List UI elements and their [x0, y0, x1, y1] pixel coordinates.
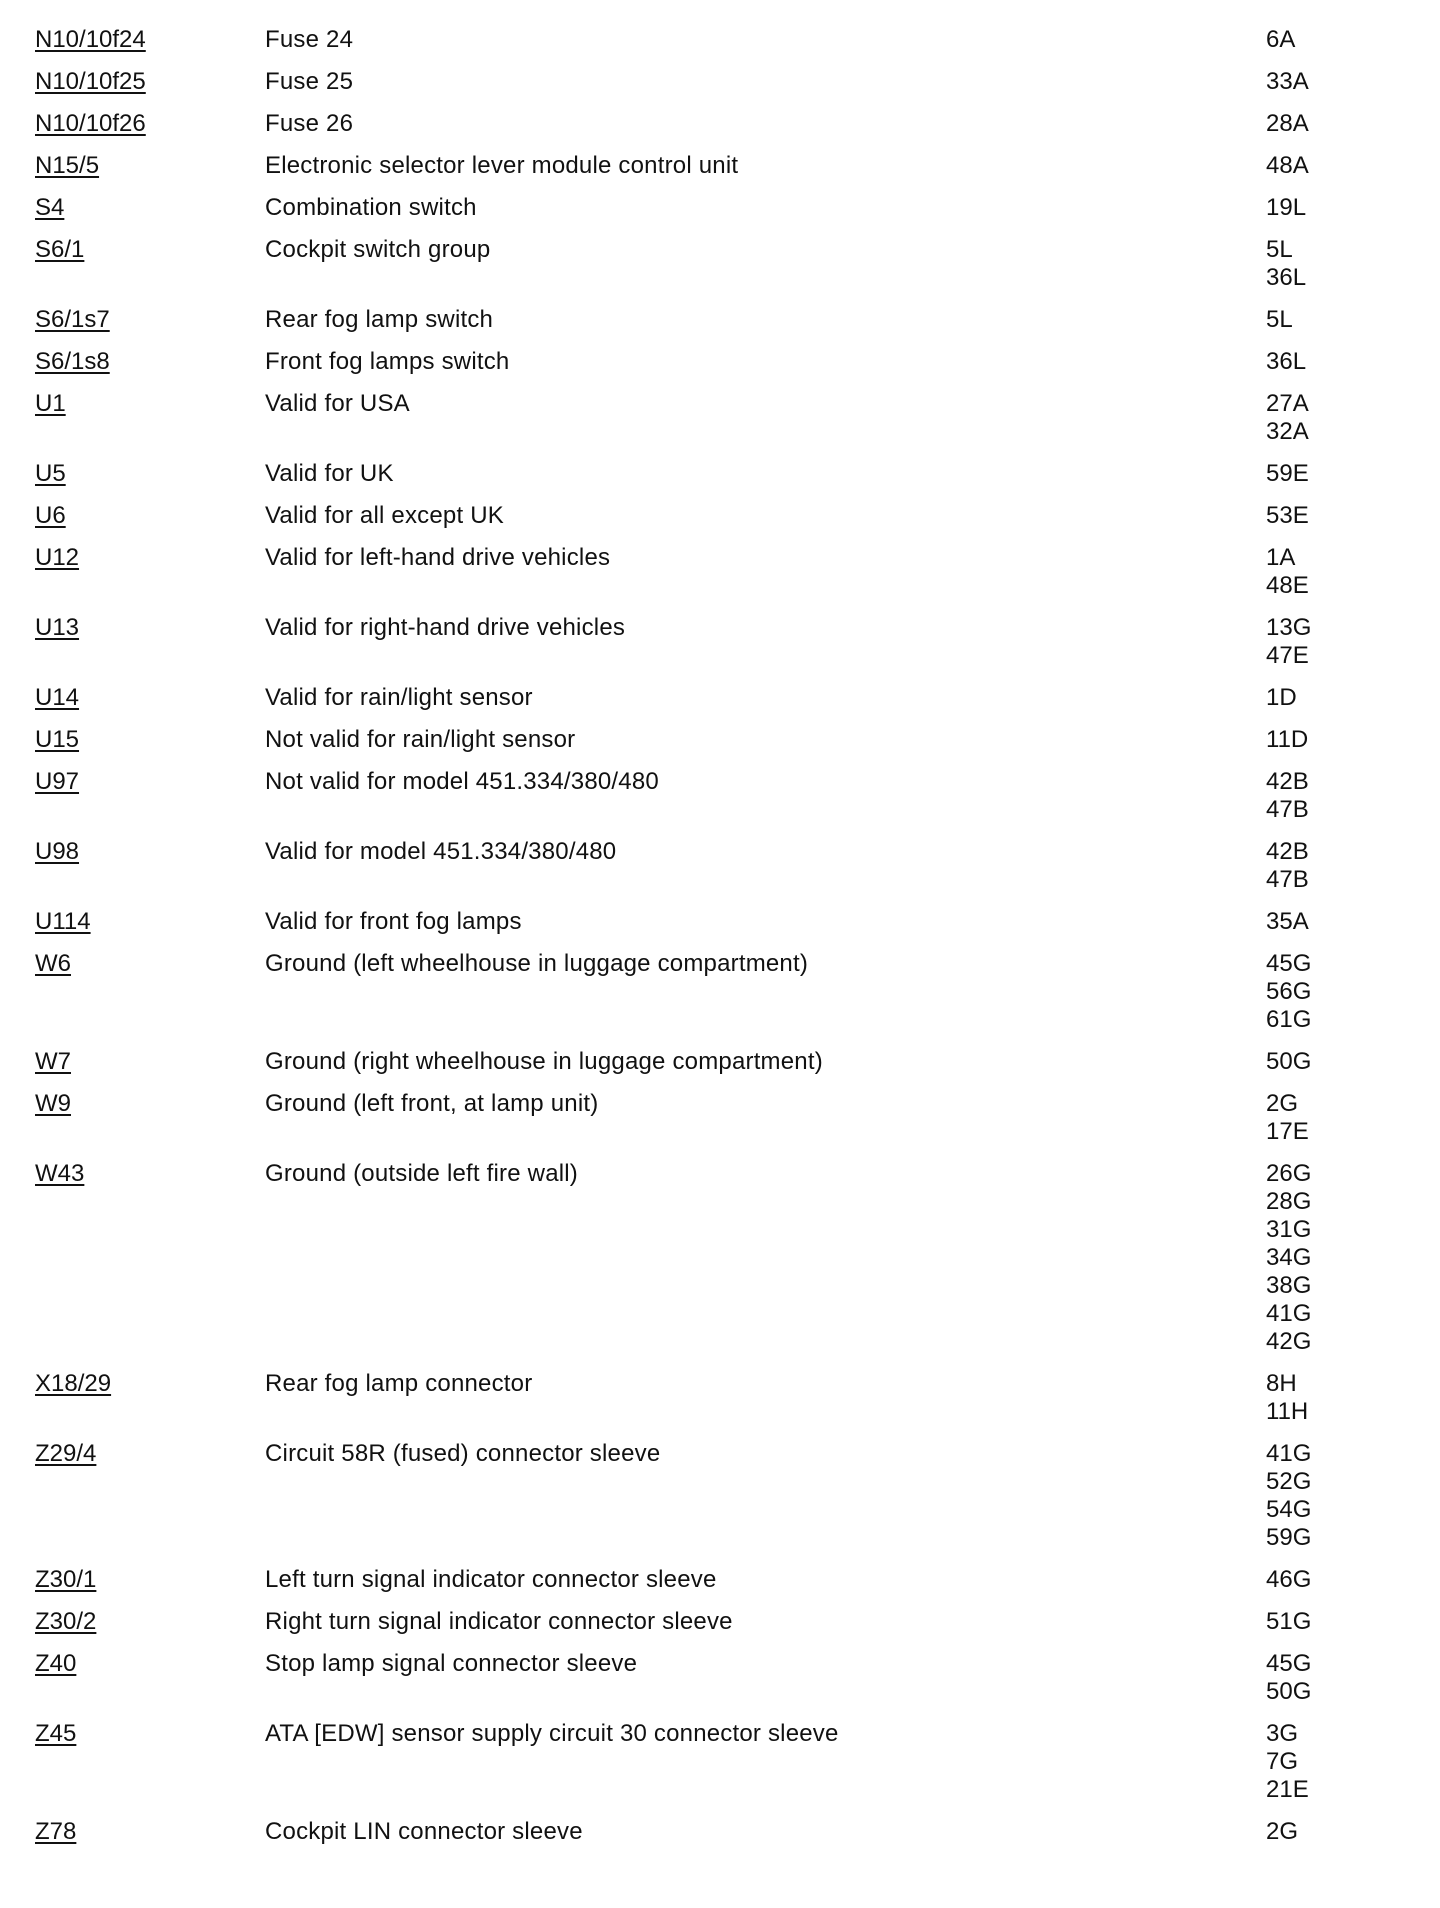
legend-entry — [0, 1650, 1440, 1706]
grid-coordinates — [1266, 26, 1376, 54]
component-code-link[interactable]: X18/29 — [35, 1370, 112, 1397]
grid-coordinate: 53E — [1266, 502, 1309, 529]
legend-entry — [0, 348, 1440, 376]
grid-coordinate: 2G — [1266, 1818, 1299, 1845]
component-description: Circuit 58R (fused) connector sleeve — [265, 1440, 661, 1467]
component-description: Valid for left-hand drive vehicles — [265, 544, 611, 571]
component-description: Valid for USA — [265, 390, 410, 417]
grid-coordinates — [1266, 726, 1376, 754]
grid-coordinate: 47B — [1266, 796, 1309, 823]
grid-coordinate: 56G — [1266, 978, 1312, 1005]
legend-entry — [0, 684, 1440, 712]
grid-coordinate: 35A — [1266, 908, 1309, 935]
legend-entry — [0, 236, 1440, 292]
component-description: Ground (left wheelhouse in luggage compartment) — [265, 950, 809, 977]
grid-coordinate: 3G — [1266, 1720, 1299, 1747]
grid-coordinates — [1266, 684, 1376, 712]
grid-coordinates — [1266, 306, 1376, 334]
component-code-link[interactable]: Z29/4 — [35, 1440, 97, 1467]
component-code-link[interactable]: U114 — [35, 908, 91, 935]
component-description: Valid for rain/light sensor — [265, 684, 533, 711]
grid-coordinate: 59E — [1266, 460, 1309, 487]
component-description: Fuse 24 — [265, 26, 354, 53]
component-code-link[interactable]: U12 — [35, 544, 80, 571]
legend-entry — [0, 502, 1440, 530]
component-description: Ground (outside left fire wall) — [265, 1160, 578, 1187]
component-description: Rear fog lamp switch — [265, 306, 494, 333]
legend-entry — [0, 1440, 1440, 1552]
grid-coordinate: 34G — [1266, 1244, 1312, 1271]
grid-coordinates — [1266, 908, 1376, 936]
grid-coordinate: 7G — [1266, 1748, 1299, 1775]
grid-coordinates — [1266, 1090, 1376, 1146]
component-code-link[interactable]: Z45 — [35, 1720, 77, 1747]
component-code-link[interactable]: S6/1s7 — [35, 306, 110, 333]
grid-coordinate: 45G — [1266, 950, 1312, 977]
grid-coordinate: 52G — [1266, 1468, 1312, 1495]
component-code-link[interactable]: W43 — [35, 1160, 85, 1187]
component-code-link[interactable]: Z78 — [35, 1818, 77, 1845]
component-code-link[interactable]: U97 — [35, 768, 80, 795]
grid-coordinates — [1266, 1566, 1376, 1594]
component-code-link[interactable]: S4 — [35, 194, 65, 221]
legend-entry — [0, 726, 1440, 754]
component-code-link[interactable]: N10/10f24 — [35, 26, 146, 53]
grid-coordinates — [1266, 348, 1376, 376]
grid-coordinate: 33A — [1266, 68, 1309, 95]
legend-entry — [0, 908, 1440, 936]
grid-coordinate: 11H — [1266, 1398, 1309, 1425]
grid-coordinate: 31G — [1266, 1216, 1312, 1243]
component-description: Not valid for rain/light sensor — [265, 726, 576, 753]
grid-coordinates — [1266, 68, 1376, 96]
component-description: Front fog lamps switch — [265, 348, 510, 375]
grid-coordinates — [1266, 460, 1376, 488]
grid-coordinate: 5L — [1266, 306, 1293, 333]
component-code-link[interactable]: W9 — [35, 1090, 71, 1117]
grid-coordinates — [1266, 950, 1376, 1034]
grid-coordinate: 38G — [1266, 1272, 1312, 1299]
grid-coordinates — [1266, 544, 1376, 600]
legend-entry — [0, 1720, 1440, 1804]
legend-entry — [0, 1370, 1440, 1426]
grid-coordinate: 46G — [1266, 1566, 1312, 1593]
legend-entry — [0, 1818, 1440, 1846]
legend-entry — [0, 110, 1440, 138]
component-code-link[interactable]: U15 — [35, 726, 80, 753]
component-description: Stop lamp signal connector sleeve — [265, 1650, 638, 1677]
legend-entry — [0, 1048, 1440, 1076]
grid-coordinate: 36L — [1266, 348, 1307, 375]
grid-coordinate: 50G — [1266, 1678, 1312, 1705]
component-description: Rear fog lamp connector — [265, 1370, 533, 1397]
component-description: Valid for right-hand drive vehicles — [265, 614, 626, 641]
component-code-link[interactable]: U14 — [35, 684, 80, 711]
grid-coordinate: 1D — [1266, 684, 1297, 711]
grid-coordinates — [1266, 390, 1376, 446]
legend-entry — [0, 26, 1440, 54]
grid-coordinates — [1266, 1650, 1376, 1706]
component-code-link[interactable]: U98 — [35, 838, 80, 865]
component-description: Right turn signal indicator connector sleeve — [265, 1608, 733, 1635]
grid-coordinate: 28A — [1266, 110, 1309, 137]
component-description: Ground (left front, at lamp unit) — [265, 1090, 599, 1117]
grid-coordinate: 48E — [1266, 572, 1309, 599]
component-code-link[interactable]: Z40 — [35, 1650, 77, 1677]
grid-coordinate: 2G — [1266, 1090, 1299, 1117]
grid-coordinates — [1266, 152, 1376, 180]
component-description: Valid for UK — [265, 460, 394, 487]
component-description: Electronic selector lever module control unit — [265, 152, 739, 179]
component-code-link[interactable]: N10/10f25 — [35, 68, 146, 95]
grid-coordinate: 61G — [1266, 1006, 1312, 1033]
component-description: Valid for all except UK — [265, 502, 504, 529]
grid-coordinates — [1266, 838, 1376, 894]
grid-coordinate: 1A — [1266, 544, 1296, 571]
grid-coordinate: 26G — [1266, 1160, 1312, 1187]
grid-coordinates — [1266, 1720, 1376, 1804]
component-description: Valid for model 451.334/380/480 — [265, 838, 617, 865]
grid-coordinate: 42B — [1266, 838, 1309, 865]
grid-coordinate: 11D — [1266, 726, 1309, 753]
component-code-link[interactable]: U13 — [35, 614, 80, 641]
grid-coordinates — [1266, 1370, 1376, 1426]
legend-entry — [0, 544, 1440, 600]
grid-coordinate: 50G — [1266, 1048, 1312, 1075]
grid-coordinate: 47E — [1266, 642, 1309, 669]
grid-coordinate: 5L — [1266, 236, 1293, 263]
component-description: Ground (right wheelhouse in luggage compartment) — [265, 1048, 823, 1075]
component-code-link[interactable]: Z30/2 — [35, 1608, 97, 1635]
grid-coordinates — [1266, 110, 1376, 138]
grid-coordinate: 8H — [1266, 1370, 1297, 1397]
component-code-link[interactable]: W7 — [35, 1048, 71, 1075]
component-code-link[interactable]: N15/5 — [35, 152, 100, 179]
grid-coordinate: 42B — [1266, 768, 1309, 795]
component-code-link[interactable]: S6/1 — [35, 236, 85, 263]
legend-entry — [0, 68, 1440, 96]
grid-coordinate: 48A — [1266, 152, 1309, 179]
component-description: Valid for front fog lamps — [265, 908, 522, 935]
component-description: Not valid for model 451.334/380/480 — [265, 768, 659, 795]
grid-coordinates — [1266, 1818, 1376, 1846]
legend-entry — [0, 1608, 1440, 1636]
grid-coordinate: 41G — [1266, 1440, 1312, 1467]
legend-entry — [0, 306, 1440, 334]
legend-entry — [0, 1566, 1440, 1594]
grid-coordinates — [1266, 502, 1376, 530]
grid-coordinates — [1266, 1440, 1376, 1552]
component-description: Combination switch — [265, 194, 477, 221]
grid-coordinate: 42G — [1266, 1328, 1312, 1355]
legend-entry — [0, 838, 1440, 894]
grid-coordinate: 13G — [1266, 614, 1312, 641]
legend-entry — [0, 1160, 1440, 1356]
grid-coordinates — [1266, 236, 1376, 292]
legend-entry — [0, 1090, 1440, 1146]
legend-entry — [0, 460, 1440, 488]
grid-coordinates — [1266, 194, 1376, 222]
grid-coordinate: 47B — [1266, 866, 1309, 893]
grid-coordinates — [1266, 614, 1376, 670]
grid-coordinate: 36L — [1266, 264, 1307, 291]
component-description: Fuse 26 — [265, 110, 354, 137]
grid-coordinates — [1266, 1160, 1376, 1356]
component-description: Left turn signal indicator connector sleeve — [265, 1566, 717, 1593]
grid-coordinate: 32A — [1266, 418, 1309, 445]
grid-coordinates — [1266, 768, 1376, 824]
grid-coordinate: 28G — [1266, 1188, 1312, 1215]
grid-coordinates — [1266, 1048, 1376, 1076]
grid-coordinate: 59G — [1266, 1524, 1312, 1551]
grid-coordinate: 54G — [1266, 1496, 1312, 1523]
legend-entry — [0, 152, 1440, 180]
legend-entry — [0, 768, 1440, 824]
component-description: Fuse 25 — [265, 68, 354, 95]
legend-entry — [0, 614, 1440, 670]
grid-coordinate: 41G — [1266, 1300, 1312, 1327]
grid-coordinate: 6A — [1266, 26, 1296, 53]
grid-coordinate: 27A — [1266, 390, 1309, 417]
grid-coordinate: 51G — [1266, 1608, 1312, 1635]
legend-entry — [0, 950, 1440, 1034]
grid-coordinate: 17E — [1266, 1118, 1309, 1145]
component-code-link[interactable]: U5 — [35, 460, 66, 487]
grid-coordinate: 19L — [1266, 194, 1307, 221]
grid-coordinates — [1266, 1608, 1376, 1636]
grid-coordinate: 21E — [1266, 1776, 1309, 1803]
component-code-link[interactable]: N10/10f26 — [35, 110, 146, 137]
grid-coordinate: 45G — [1266, 1650, 1312, 1677]
component-code-link[interactable]: S6/1s8 — [35, 348, 110, 375]
component-description: Cockpit LIN connector sleeve — [265, 1818, 583, 1845]
legend-entry — [0, 194, 1440, 222]
component-description: Cockpit switch group — [265, 236, 491, 263]
component-code-link[interactable]: W6 — [35, 950, 71, 977]
component-description: ATA [EDW] sensor supply circuit 30 connector sleeve — [265, 1720, 839, 1747]
component-code-link[interactable]: Z30/1 — [35, 1566, 97, 1593]
component-code-link[interactable]: U1 — [35, 390, 66, 417]
legend-entry — [0, 390, 1440, 446]
component-code-link[interactable]: U6 — [35, 502, 66, 529]
